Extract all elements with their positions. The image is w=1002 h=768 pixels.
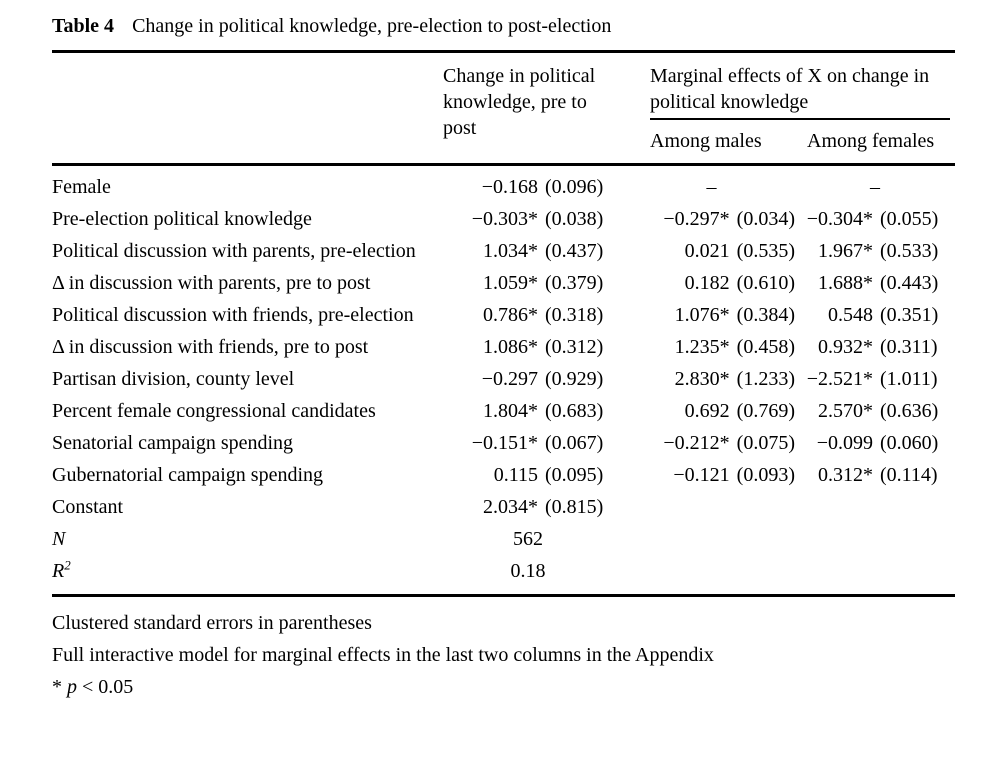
cell-change-pre-to-post bbox=[428, 299, 628, 331]
coefficient-value: 2.830* bbox=[674, 368, 730, 390]
standard-error-value: (0.311) bbox=[880, 336, 938, 358]
cell-change-pre-to-post bbox=[428, 363, 628, 395]
subheader-among-females: Among females bbox=[807, 130, 935, 152]
cell-among-females bbox=[795, 427, 955, 459]
standard-error-value: (0.929) bbox=[545, 368, 604, 390]
table-row bbox=[52, 491, 955, 523]
cell-among-males bbox=[628, 267, 795, 299]
cell-among-females bbox=[795, 235, 955, 267]
coefficient-value: −2.521* bbox=[806, 368, 873, 390]
standard-error-value: (0.610) bbox=[736, 272, 795, 294]
cell-change-pre-to-post bbox=[428, 267, 628, 299]
coefficient-value: 1.086* bbox=[483, 336, 538, 358]
row-label: Δ in discussion with friends, pre to post bbox=[52, 336, 369, 358]
row-label: Δ in discussion with parents, pre to post bbox=[52, 272, 371, 294]
cell-among-males bbox=[628, 299, 795, 331]
standard-error-value: (0.636) bbox=[880, 400, 939, 422]
cell-change-pre-to-post bbox=[428, 395, 628, 427]
standard-error-value: (0.093) bbox=[736, 464, 795, 486]
header-marginal-label: Marginal effects of X on change in political knowledge bbox=[650, 65, 930, 113]
table-container bbox=[52, 0, 955, 703]
cell-change-pre-to-post bbox=[428, 171, 628, 203]
cell-among-males bbox=[628, 491, 795, 523]
coefficient-value: −0.099 bbox=[816, 432, 873, 454]
not-applicable-dash: – bbox=[706, 176, 717, 198]
table-header bbox=[52, 50, 955, 166]
cell-among-females bbox=[795, 459, 955, 491]
table-row bbox=[52, 555, 955, 587]
coefficient-value: 0.115 bbox=[493, 464, 538, 486]
standard-error-value: (0.769) bbox=[736, 400, 795, 422]
cell-among-females bbox=[795, 395, 955, 427]
coefficient-value: 0.312* bbox=[818, 464, 873, 486]
cell-among-females bbox=[795, 267, 955, 299]
coefficient-value: −0.151* bbox=[471, 432, 538, 454]
table-number: Table 4 bbox=[52, 15, 115, 37]
standard-error-value: (0.114) bbox=[880, 464, 938, 486]
standard-error-value: (0.384) bbox=[736, 304, 795, 326]
coefficient-value: 1.059* bbox=[483, 272, 538, 294]
coefficient-value: 0.548 bbox=[828, 304, 873, 326]
table-row bbox=[52, 331, 955, 363]
table-row bbox=[52, 459, 955, 491]
table-row bbox=[52, 235, 955, 267]
table-row bbox=[52, 171, 955, 203]
cell-among-males bbox=[628, 203, 795, 235]
row-label: Constant bbox=[52, 496, 124, 518]
standard-error-value: (0.437) bbox=[545, 240, 604, 262]
cell-change-pre-to-post bbox=[428, 459, 628, 491]
coefficient-value: 0.932* bbox=[818, 336, 873, 358]
cell-among-females bbox=[795, 555, 955, 587]
coefficient-value: 0.021 bbox=[684, 240, 730, 262]
standard-error-value: (0.067) bbox=[545, 432, 604, 454]
coefficient-value: 1.034* bbox=[483, 240, 538, 262]
header-marginal-group bbox=[628, 63, 955, 154]
coefficient-value: 1.235* bbox=[674, 336, 730, 358]
standard-error-value: (0.075) bbox=[736, 432, 795, 454]
cell-change-pre-to-post bbox=[428, 331, 628, 363]
cell-among-males bbox=[628, 555, 795, 587]
coefficient-value: 1.967* bbox=[818, 240, 873, 262]
table-row bbox=[52, 427, 955, 459]
cell-among-females bbox=[795, 203, 955, 235]
row-label: Gubernatorial campaign spending bbox=[52, 464, 324, 486]
cell-change-pre-to-post bbox=[428, 491, 628, 523]
footnote-clustered-se: Clustered standard errors in parentheses bbox=[52, 612, 372, 634]
table-footnotes bbox=[52, 607, 955, 703]
statistic-value: 562 bbox=[513, 528, 543, 550]
statistic-value: 0.18 bbox=[510, 560, 546, 582]
not-applicable-dash: – bbox=[870, 176, 880, 198]
standard-error-value: (0.683) bbox=[545, 400, 604, 422]
standard-error-value: (0.318) bbox=[545, 304, 604, 326]
table-row bbox=[52, 267, 955, 299]
table-caption bbox=[52, 14, 955, 38]
cell-among-males bbox=[628, 363, 795, 395]
coefficient-value: −0.168 bbox=[481, 176, 538, 198]
standard-error-value: (0.458) bbox=[736, 336, 795, 358]
table-row bbox=[52, 523, 955, 555]
standard-error-value: (0.443) bbox=[880, 272, 939, 294]
coefficient-value: −0.121 bbox=[673, 464, 730, 486]
row-label: Pre-election political knowledge bbox=[52, 208, 312, 230]
cell-among-males bbox=[628, 459, 795, 491]
standard-error-value: (0.312) bbox=[545, 336, 604, 358]
cell-among-males bbox=[628, 523, 795, 555]
coefficient-value: 0.692 bbox=[684, 400, 730, 422]
cell-among-males bbox=[628, 395, 795, 427]
standard-error-value: (0.095) bbox=[545, 464, 604, 486]
significance-threshold: < 0.05 bbox=[77, 676, 134, 698]
cell-among-males bbox=[628, 331, 795, 363]
table-body bbox=[52, 166, 955, 597]
cell-among-females bbox=[795, 299, 955, 331]
row-label: $R^2$ bbox=[52, 557, 71, 582]
row-label: N bbox=[52, 528, 66, 550]
cell-among-females bbox=[795, 491, 955, 523]
standard-error-value: (0.379) bbox=[545, 272, 604, 294]
table-row bbox=[52, 203, 955, 235]
coefficient-value: −0.304* bbox=[806, 208, 873, 230]
coefficient-value: 1.076* bbox=[674, 304, 730, 326]
coefficient-value: −0.303* bbox=[471, 208, 538, 230]
header-change-label: Change in political knowledge, pre to post bbox=[443, 65, 596, 139]
significance-p: p bbox=[67, 676, 77, 698]
cell-among-females bbox=[795, 523, 955, 555]
footnote-significance bbox=[52, 671, 955, 703]
cell-among-females bbox=[795, 331, 955, 363]
standard-error-value: (0.055) bbox=[880, 208, 939, 230]
coefficient-value: 2.034* bbox=[483, 496, 538, 518]
coefficient-value: 0.182 bbox=[684, 272, 730, 294]
cell-among-males bbox=[628, 427, 795, 459]
label-superscript: 2 bbox=[64, 557, 71, 573]
row-label: Percent female congressional candidates bbox=[52, 400, 376, 422]
cell-change-pre-to-post bbox=[428, 235, 628, 267]
standard-error-value: (0.351) bbox=[880, 304, 939, 326]
coefficient-value: −0.297 bbox=[481, 368, 538, 390]
row-label: Female bbox=[52, 176, 111, 198]
coefficient-value: 0.786* bbox=[483, 304, 538, 326]
coefficient-value: 2.570* bbox=[818, 400, 873, 422]
header-change-column bbox=[428, 63, 628, 154]
header-spacer bbox=[52, 63, 428, 154]
cell-among-males bbox=[628, 235, 795, 267]
standard-error-value: (1.233) bbox=[736, 368, 795, 390]
coefficient-value: −0.212* bbox=[663, 432, 730, 454]
table-row bbox=[52, 363, 955, 395]
row-label: Partisan division, county level bbox=[52, 368, 295, 390]
row-label: Senatorial campaign spending bbox=[52, 432, 294, 454]
table-row bbox=[52, 299, 955, 331]
row-label: Political discussion with parents, pre-election bbox=[52, 240, 416, 262]
standard-error-value: (0.060) bbox=[880, 432, 939, 454]
cell-change-pre-to-post bbox=[428, 427, 628, 459]
standard-error-value: (0.038) bbox=[545, 208, 604, 230]
coefficient-value: 1.688* bbox=[818, 272, 873, 294]
coefficient-value: −0.297* bbox=[663, 208, 730, 230]
standard-error-value: (0.815) bbox=[545, 496, 604, 518]
subheader-row bbox=[628, 120, 955, 154]
cell-change-pre-to-post bbox=[428, 203, 628, 235]
standard-error-value: (0.096) bbox=[545, 176, 604, 198]
footnote-appendix: Full interactive model for marginal effects in the last two columns in the Appendix bbox=[52, 644, 714, 666]
cell-among-females bbox=[795, 363, 955, 395]
subheader-among-males: Among males bbox=[650, 130, 762, 152]
standard-error-value: (0.535) bbox=[736, 240, 795, 262]
standard-error-value: (0.533) bbox=[880, 240, 939, 262]
table-caption-text: Change in political knowledge, pre-election to post-election bbox=[132, 15, 612, 37]
coefficient-value: 1.804* bbox=[483, 400, 538, 422]
standard-error-value: (0.034) bbox=[736, 208, 795, 230]
table-row bbox=[52, 395, 955, 427]
row-label: Political discussion with friends, pre-election bbox=[52, 304, 414, 326]
standard-error-value: (1.011) bbox=[880, 368, 938, 390]
significance-star: * bbox=[52, 676, 67, 698]
